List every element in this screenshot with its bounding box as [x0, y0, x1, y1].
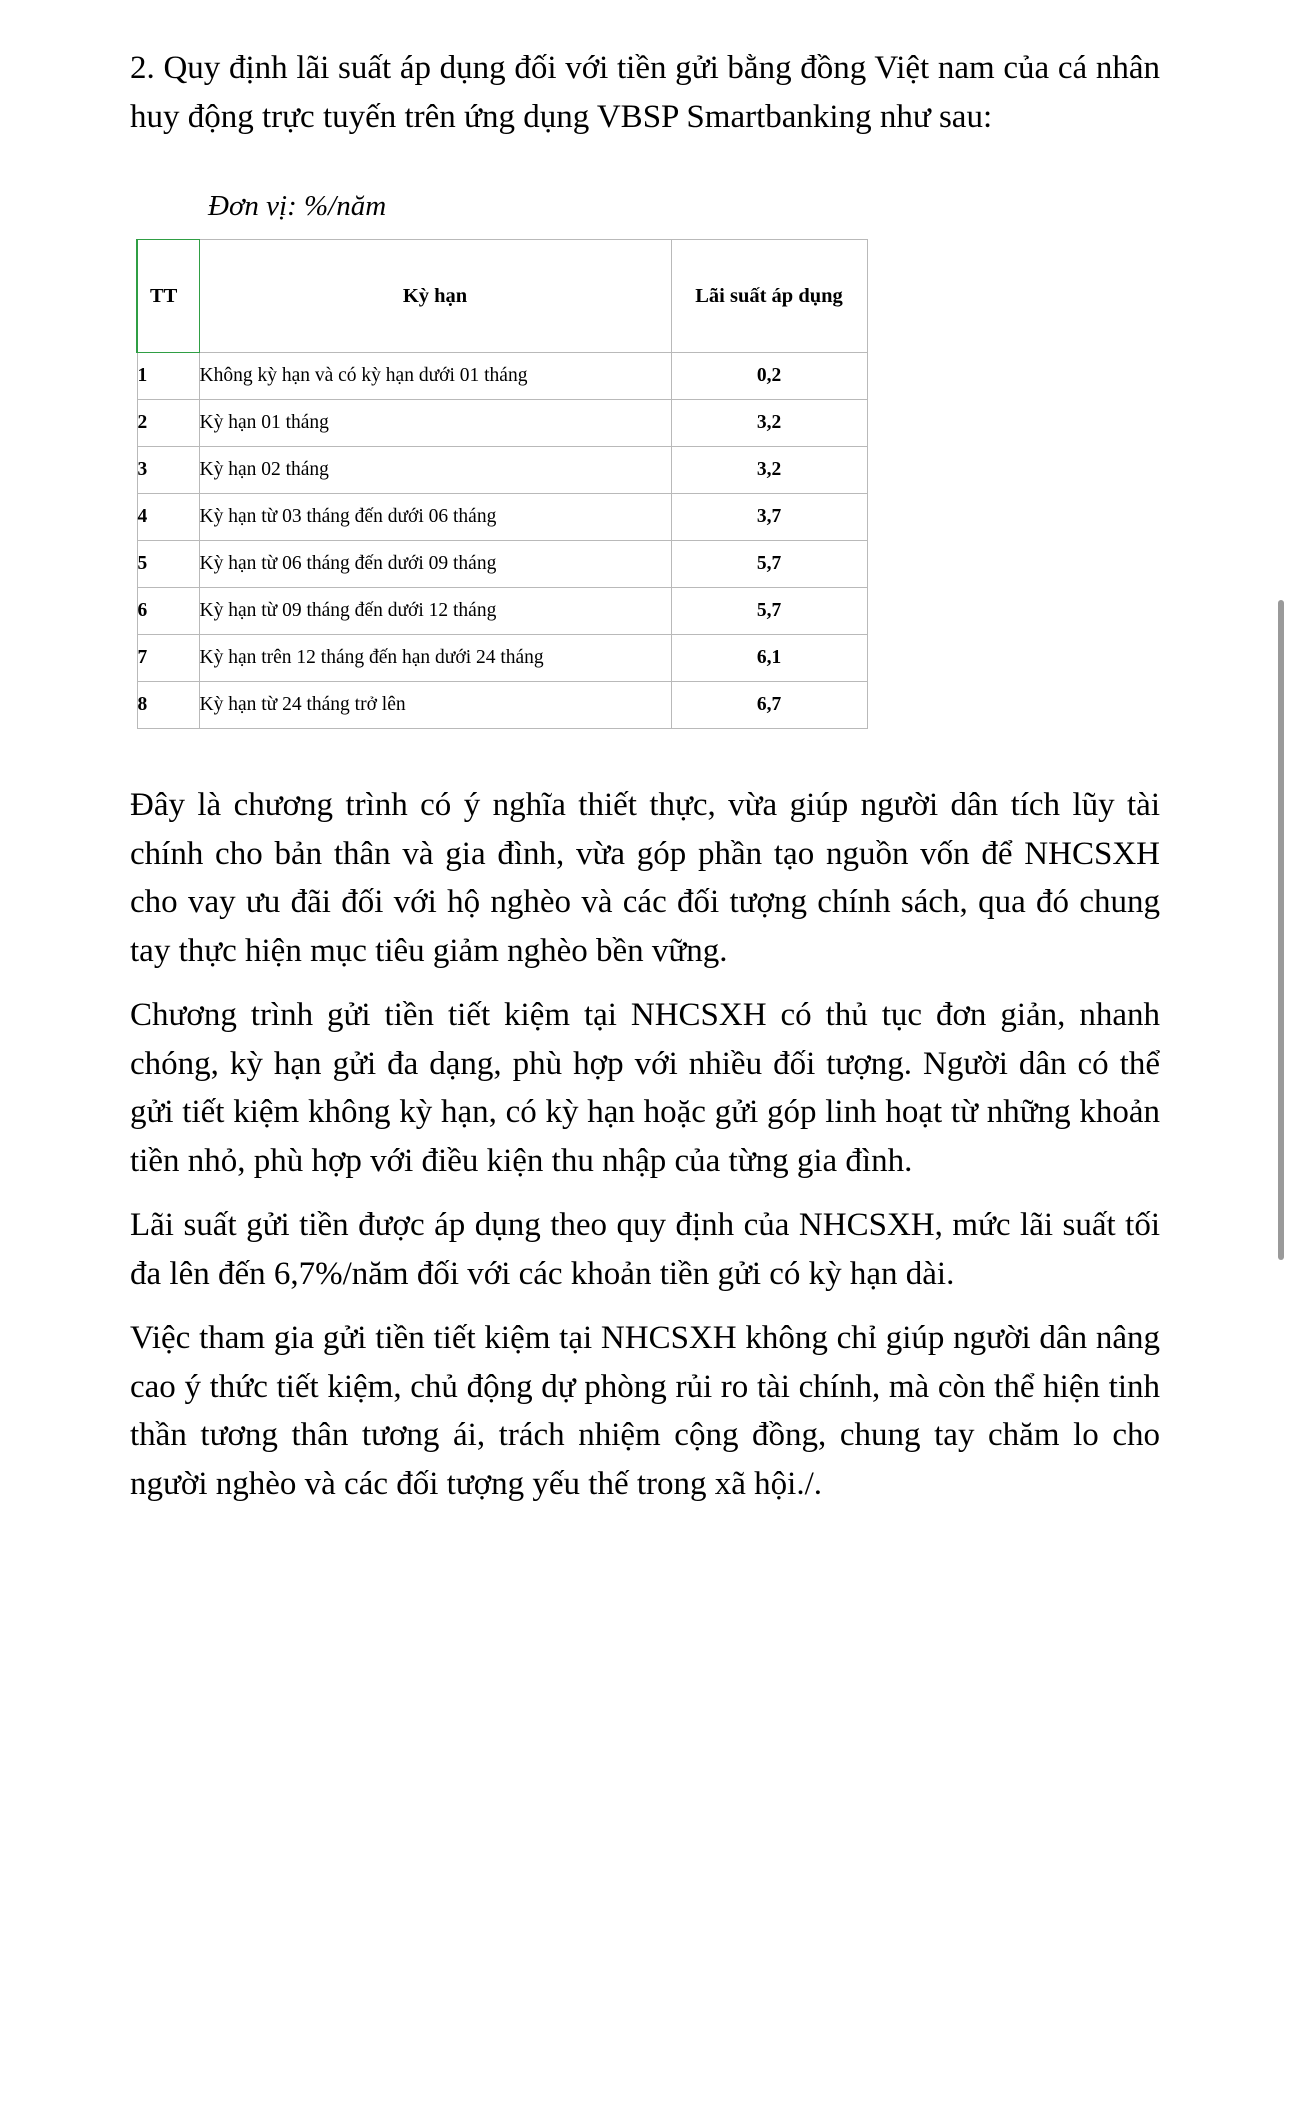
cell-term: Kỳ hạn từ 06 tháng đến dưới 09 tháng: [199, 541, 671, 588]
cell-term: Không kỳ hạn và có kỳ hạn dưới 01 tháng: [199, 353, 671, 400]
cell-term: Kỳ hạn từ 24 tháng trở lên: [199, 682, 671, 729]
vertical-scrollbar[interactable]: [1278, 600, 1284, 1260]
cell-tt: 1: [137, 353, 199, 400]
paragraph-3: Lãi suất gửi tiền được áp dụng theo quy định của NHCSXH, mức lãi suất tối đa lên đến 6,7%/năm đối với các khoản tiền gửi có kỳ hạn dài.: [130, 1207, 1160, 1292]
table-header-row: [137, 240, 867, 353]
cell-tt: 5: [137, 541, 199, 588]
paragraph-1: Đây là chương trình có ý nghĩa thiết thực, vừa giúp người dân tích lũy tài chính cho bản thân và gia đình, vừa góp phần tạo nguồn vốn để NHCSXH cho vay ưu đãi đối với hộ nghèo và các đối tượng chính sách, qua đó chung tay thực hiện mục tiêu giảm nghèo bền vững.: [130, 787, 1160, 969]
paragraph-4: Việc tham gia gửi tiền tiết kiệm tại NHCSXH không chỉ giúp người dân nâng cao ý thức tiết kiệm, chủ động dự phòng rủi ro tài chính, mà còn thể hiện tinh thần tương thân tương ái, trách nhiệm cộng đồng, chung tay chăm lo cho người nghèo và các đối tượng yếu thế trong xã hội./.: [130, 1320, 1160, 1502]
table-row: [137, 494, 867, 541]
cell-rate: 6,7: [671, 682, 867, 729]
cell-tt: 7: [137, 635, 199, 682]
table-header: [137, 240, 867, 353]
cell-tt: 3: [137, 447, 199, 494]
cell-term: Kỳ hạn 02 tháng: [199, 447, 671, 494]
column-header-tt: TT: [137, 240, 199, 353]
cell-rate: 5,7: [671, 541, 867, 588]
cell-tt: 4: [137, 494, 199, 541]
table-row: [137, 400, 867, 447]
cell-tt: 8: [137, 682, 199, 729]
cell-rate: 5,7: [671, 588, 867, 635]
paragraph-2: Chương trình gửi tiền tiết kiệm tại NHCSXH có thủ tục đơn giản, nhanh chóng, kỳ hạn gửi đa dạng, phù hợp với nhiều đối tượng. Người dân có thể gửi tiết kiệm không kỳ hạn, có kỳ hạn hoặc gửi góp linh hoạt từ những khoản tiền nhỏ, phù hợp với điều kiện thu nhập của từng gia đình.: [130, 997, 1160, 1179]
interest-rate-table: [136, 239, 868, 729]
cell-rate: 0,2: [671, 353, 867, 400]
table-row: [137, 541, 867, 588]
section-heading: 2. Quy định lãi suất áp dụng đối với tiền gửi bằng đồng Việt nam của cá nhân huy động trực tuyến trên ứng dụng VBSP Smartbanking như sau:: [130, 50, 1160, 135]
cell-term: Kỳ hạn từ 03 tháng đến dưới 06 tháng: [199, 494, 671, 541]
cell-tt: 2: [137, 400, 199, 447]
cell-term: Kỳ hạn 01 tháng: [199, 400, 671, 447]
table-row: [137, 635, 867, 682]
cell-term: Kỳ hạn từ 09 tháng đến dưới 12 tháng: [199, 588, 671, 635]
table-row: [137, 447, 867, 494]
table-row: [137, 353, 867, 400]
cell-rate: 3,2: [671, 447, 867, 494]
document-content: [130, 0, 1160, 1508]
cell-rate: 3,7: [671, 494, 867, 541]
table-body: [137, 353, 867, 729]
table-row: [137, 682, 867, 729]
cell-term: Kỳ hạn trên 12 tháng đến hạn dưới 24 tháng: [199, 635, 671, 682]
table-row: [137, 588, 867, 635]
column-header-term: Kỳ hạn: [199, 240, 671, 353]
cell-rate: 6,1: [671, 635, 867, 682]
cell-tt: 6: [137, 588, 199, 635]
unit-note: Đơn vị: %/năm: [208, 189, 387, 222]
column-header-rate: Lãi suất áp dụng: [671, 240, 867, 353]
cell-rate: 3,2: [671, 400, 867, 447]
